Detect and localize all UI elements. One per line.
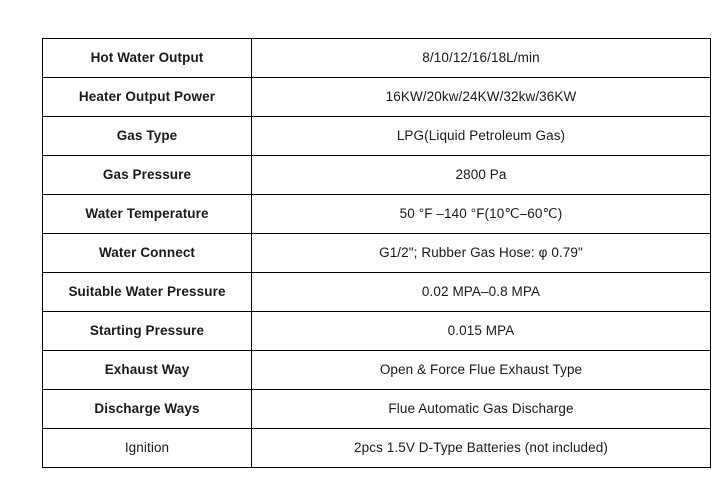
spec-value-cell: 50 °F –140 °F(10℃–60℃) [252,195,711,234]
specification-table-container [42,38,686,468]
table-row [43,390,711,429]
table-row [43,429,711,468]
table-row [43,351,711,390]
spec-value-cell: Open & Force Flue Exhaust Type [252,351,711,390]
spec-value-cell: 16KW/20kw/24KW/32kw/36KW [252,78,711,117]
table-row [43,195,711,234]
spec-label-cell: Water Temperature [43,195,252,234]
specification-table [42,38,711,468]
table-row [43,156,711,195]
spec-label-cell: Hot Water Output [43,39,252,78]
spec-label-cell: Water Connect [43,234,252,273]
spec-value-cell: 2800 Pa [252,156,711,195]
table-row [43,39,711,78]
spec-value-cell: 8/10/12/16/18L/min [252,39,711,78]
spec-label-cell: Exhaust Way [43,351,252,390]
table-row [43,273,711,312]
spec-value-cell: 0.02 MPA–0.8 MPA [252,273,711,312]
spec-value-cell: 2pcs 1.5V D-Type Batteries (not included) [252,429,711,468]
spec-label-cell: Gas Pressure [43,156,252,195]
table-row [43,312,711,351]
specification-table-body [43,39,711,468]
spec-label-cell: Gas Type [43,117,252,156]
spec-label-cell: Starting Pressure [43,312,252,351]
table-row [43,78,711,117]
table-row [43,234,711,273]
table-row [43,117,711,156]
spec-value-cell: LPG(Liquid Petroleum Gas) [252,117,711,156]
spec-label-cell: Heater Output Power [43,78,252,117]
spec-label-cell: Ignition [43,429,252,468]
spec-label-cell: Discharge Ways [43,390,252,429]
spec-value-cell: Flue Automatic Gas Discharge [252,390,711,429]
spec-value-cell: 0.015 MPA [252,312,711,351]
spec-label-cell: Suitable Water Pressure [43,273,252,312]
spec-value-cell: G1/2"; Rubber Gas Hose: φ 0.79" [252,234,711,273]
